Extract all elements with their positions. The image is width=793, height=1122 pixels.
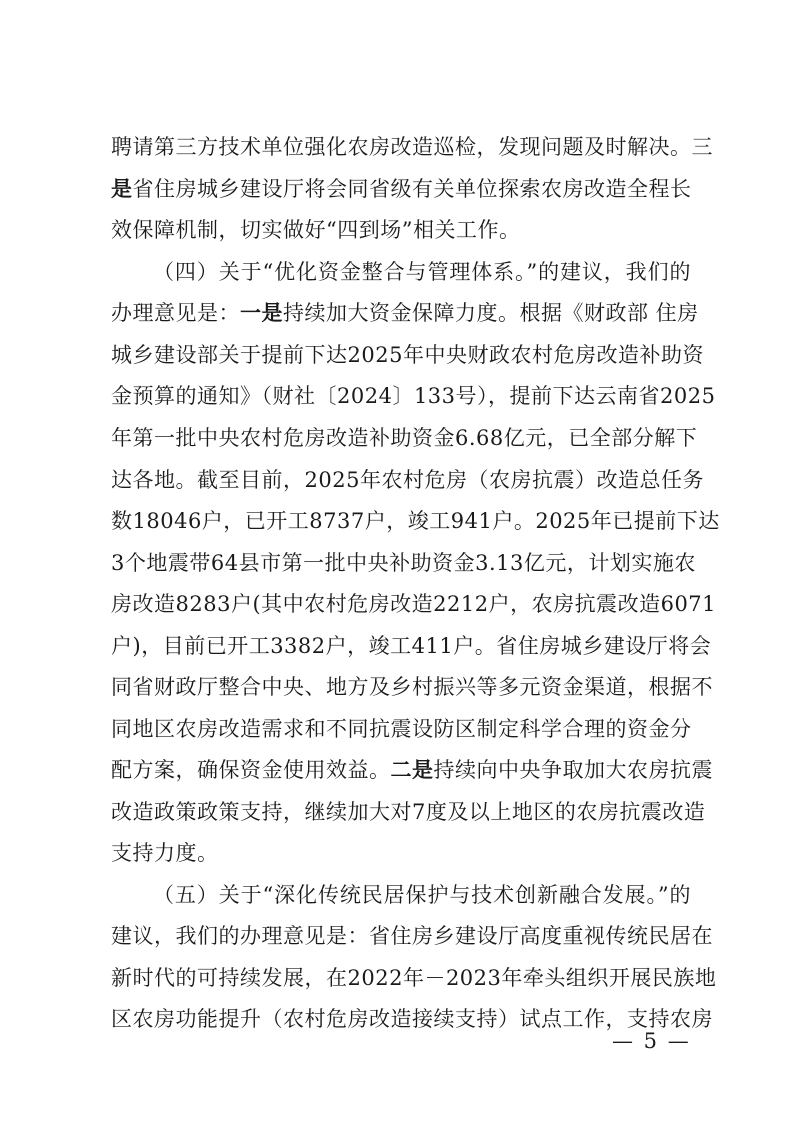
text-span: 同地区农房改造需求和不同抗震设防区制定科学合理的资金分 [111,717,692,741]
text-line [111,174,691,204]
text-span: 持续加大资金保障力度。根据《财政部 住房 [283,301,699,325]
text-span: 效保障机制，切实做好“四到场”相关工作。 [111,218,521,242]
text-span: 配方案，确保资金使用效益。 [111,758,391,782]
text-span: 区农房功能提升（农村危房改造接续支持）试点工作，支持农房 [111,1007,713,1031]
text-line [111,755,713,785]
text-span-bold: 一是 [240,300,283,325]
text-span: 改造政策政策支持，继续加大对7度及以上地区的农房抗震改造 [111,800,706,824]
text-line [111,548,696,578]
text-span: 建议，我们的办理意见是：省住房乡建设厅高度重视传统民居在 [111,924,713,948]
text-line [111,298,699,328]
text-span: 支持力度。 [111,841,219,865]
text-line [111,215,691,245]
text-line [111,672,713,702]
text-line [111,465,704,495]
text-span: 新时代的可持续发展，在2022年－2023年牵头组织开展民族地 [111,966,717,990]
text-span: （五）关于“深化传统民居保护与技术创新融合发展。”的 [153,883,691,907]
text-line [111,1004,713,1034]
text-line [111,132,713,162]
text-line [153,880,691,910]
text-span: 3个地震带64县市第一批中央补助资金3.13亿元，计划实施农 [111,551,696,575]
text-span: 聘请第三方技术单位强化农房改造巡检，发现问题及时解决。三 [111,135,713,159]
text-line [111,506,720,536]
text-span: 办理意见是： [111,301,240,325]
text-line [111,797,706,827]
text-line [111,714,691,744]
text-span: 年第一批中央农村危房改造补助资金6.68亿元，已全部分解下 [111,426,698,450]
text-line [111,340,704,370]
text-line [153,257,691,287]
text-line [111,381,716,411]
text-line [111,423,698,453]
text-span: 数18046户，已开工8737户，竣工941户。2025年已提前下达 [111,509,720,533]
text-line [111,921,713,951]
text-line [111,838,691,868]
text-span: （四）关于“优化资金整合与管理体系。”的建议，我们的 [153,260,691,284]
text-span: 户)，目前已开工3382户，竣工411户。省住房城乡建设厅将会 [111,634,712,658]
text-span: 城乡建设部关于提前下达2025年中央财政农村危房改造补助资 [111,343,704,367]
text-line [111,589,717,619]
text-span: 金预算的通知》（财社〔2024〕133号），提前下达云南省2025 [111,384,716,408]
text-span-bold: 二是 [390,757,434,782]
text-span: 达各地。截至目前，2025年农村危房（农房抗震）改造总任务 [111,468,704,492]
text-line [111,963,717,993]
page-number: — 5 — [612,1029,691,1053]
text-span-bold: 是 [111,176,133,201]
text-span: 持续向中央争取加大农房抗震 [433,758,713,782]
text-span: 同省财政厅整合中央、地方及乡村振兴等多元资金渠道，根据不 [111,675,713,699]
text-span: 省住房城乡建设厅将会同省级有关单位探索农房改造全程长 [132,177,692,201]
text-line [111,631,712,661]
text-span: 房改造8283户(其中农村危房改造2212户，农房抗震改造6071 [111,592,717,616]
